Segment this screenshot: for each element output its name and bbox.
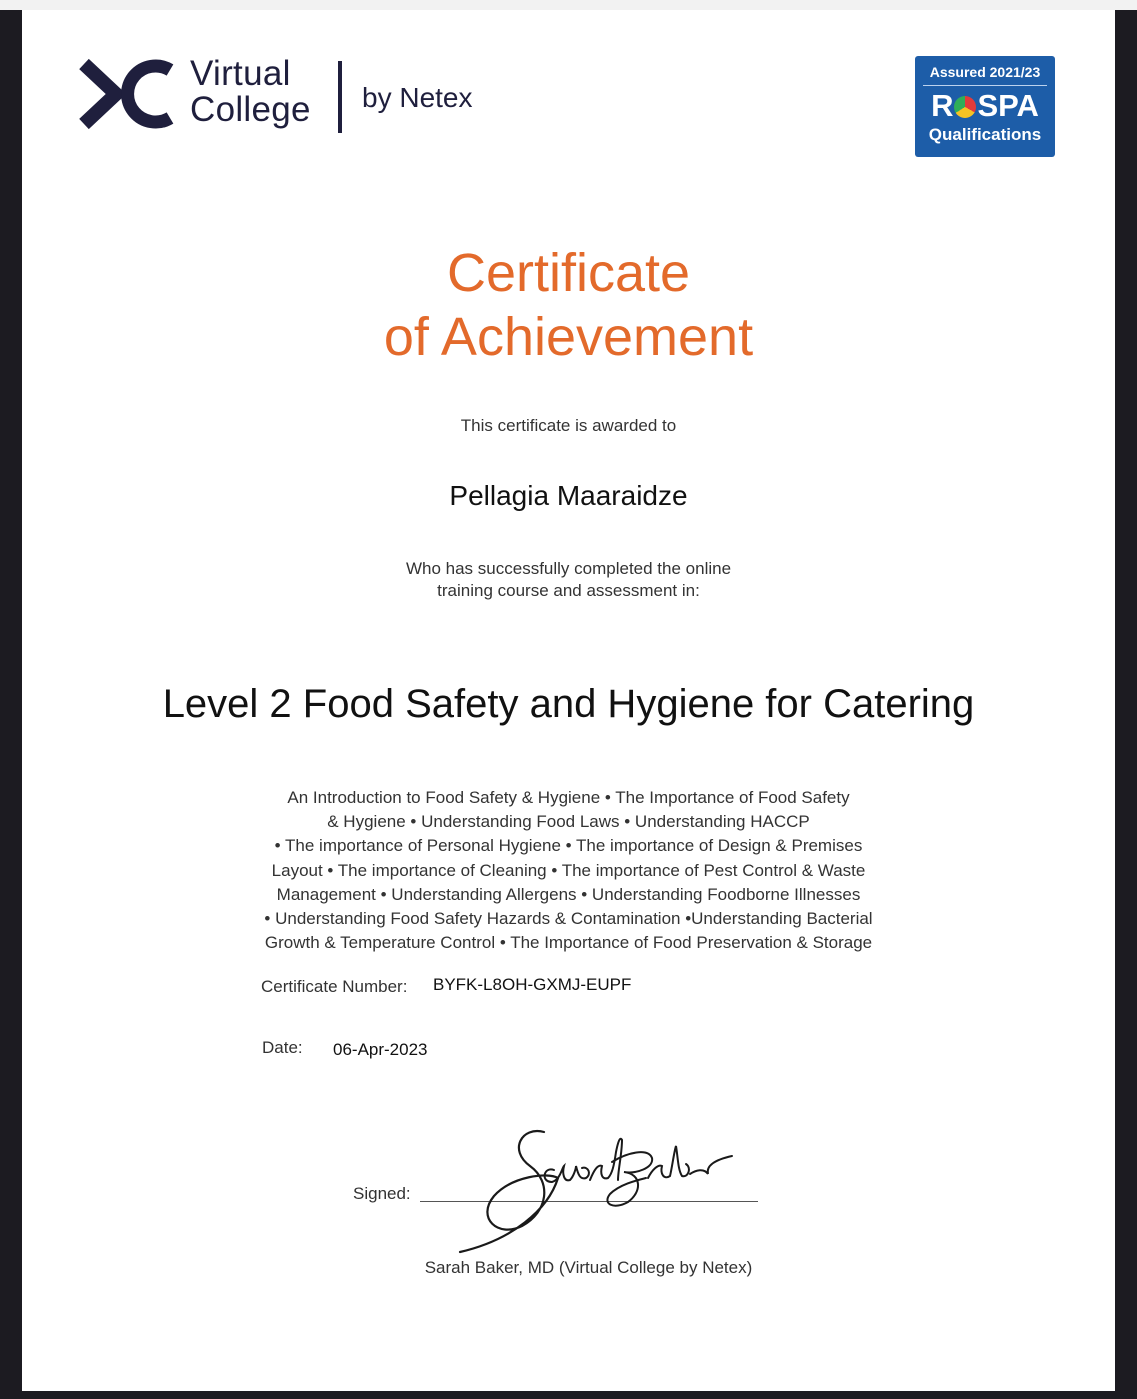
certificate-number-label: Certificate Number: bbox=[261, 977, 408, 996]
handwritten-signature-icon bbox=[452, 1122, 752, 1257]
badge-divider bbox=[923, 85, 1047, 86]
certificate-sheet bbox=[22, 10, 1115, 1391]
logo-byline: by Netex bbox=[362, 82, 473, 113]
certificate-title-line1: Certificate bbox=[446, 243, 691, 303]
awarded-text: This certificate is awarded to bbox=[460, 416, 677, 435]
topics-line: & Hygiene • Understanding Food Laws • Understanding HACCP bbox=[327, 812, 810, 832]
certificate-title-line2: of Achievement bbox=[383, 307, 754, 367]
topics-line: Management • Understanding Allergens • Understanding Foodborne Illnesses bbox=[276, 884, 861, 904]
topics-line: Growth & Temperature Control • The Importance of Food Preservation & Storage bbox=[264, 933, 873, 953]
badge-brand bbox=[915, 88, 1055, 124]
completion-statement bbox=[22, 558, 1115, 602]
logo-word-virtual: Virtual bbox=[190, 54, 291, 93]
badge-brand-prefix: R bbox=[931, 88, 954, 123]
date-value: 06-Apr-2023 bbox=[333, 1040, 428, 1059]
top-strip bbox=[0, 0, 1137, 10]
signer-name: Sarah Baker, MD (Virtual College by Netex) bbox=[424, 1258, 753, 1277]
signed-label: Signed: bbox=[353, 1184, 411, 1203]
badge-qualifications-text: Qualifications bbox=[928, 125, 1042, 144]
virtual-college-mark-icon bbox=[78, 56, 183, 136]
course-topics bbox=[222, 786, 915, 955]
date-label: Date: bbox=[262, 1038, 303, 1057]
topics-line: An Introduction to Food Safety & Hygiene • The Importance of Food Safety bbox=[287, 788, 850, 807]
recipient-name: Pellagia Maaraidze bbox=[449, 480, 688, 511]
course-title: Level 2 Food Safety and Hygiene for Catering bbox=[162, 682, 975, 726]
badge-assured-text: Assured 2021/23 bbox=[929, 64, 1041, 80]
logo-divider bbox=[338, 61, 342, 133]
topics-line: • Understanding Food Safety Hazards & Contamination •Understanding Bacterial bbox=[264, 909, 873, 929]
completion-line1: Who has successfully completed the online bbox=[405, 559, 732, 578]
logo-word-college: College bbox=[190, 90, 311, 129]
badge-brand-suffix: SPA bbox=[977, 88, 1039, 123]
completion-line2: training course and assessment in: bbox=[437, 581, 700, 600]
certificate-number-value: BYFK-L8OH-GXMJ-EUPF bbox=[433, 975, 632, 994]
topics-line: Layout • The importance of Cleaning • The importance of Pest Control & Waste bbox=[271, 860, 866, 880]
virtual-college-logo bbox=[78, 56, 518, 146]
rospa-dot-icon bbox=[954, 96, 976, 118]
rospa-badge bbox=[915, 56, 1055, 157]
topics-line: • The importance of Personal Hygiene • The importance of Design & Premises bbox=[274, 836, 863, 856]
